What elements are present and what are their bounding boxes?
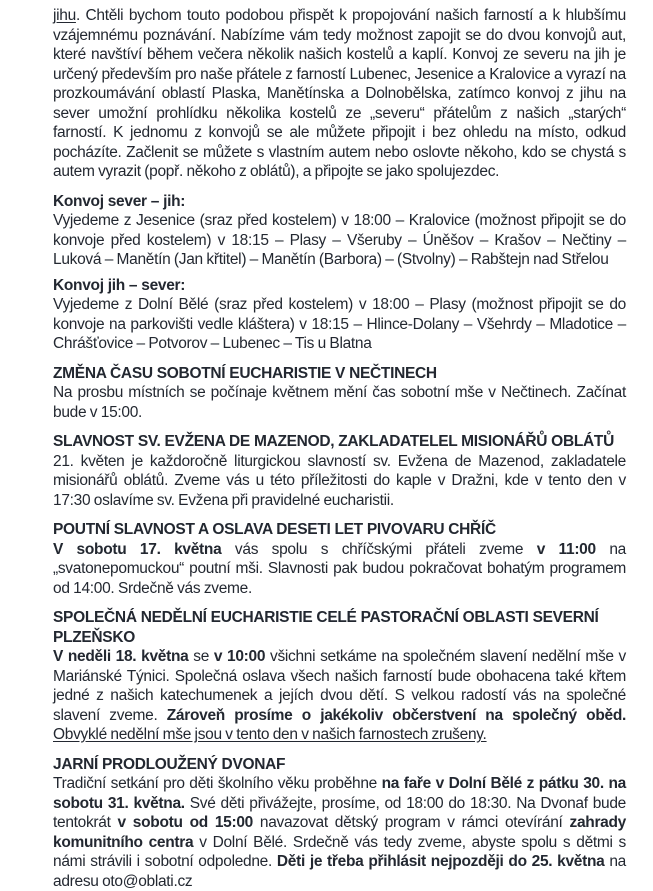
paragraph: [53, 211, 626, 270]
text-run: v 11:00: [537, 541, 596, 558]
poutni-slavnost-pivovar-chric-heading: POUTNÍ SLAVNOST A OSLAVA DESETI LET PIVOVARU CHŘÍČ: [53, 520, 626, 540]
paragraph: [53, 647, 626, 745]
text-run: navazovat dětský program v rámci otevírání: [253, 814, 570, 831]
text-run: všichni setkáme na společném slavení nedělní mše v Mariánské Týnici. Společná oslava všech našich farností bude obohacena také křtem jedné z našich katechumenek a jejích dvou dětí. S velkou radostí vás na společné slavení zveme.: [53, 648, 626, 724]
text-run: jihu: [53, 7, 76, 24]
text-run: vás spolu s chříčskými přáteli zveme: [221, 541, 536, 558]
text-run: Děti je třeba přihlásit nejpozději do 25. května: [277, 853, 605, 870]
zmena-casu-sobotni-eucharistie: [53, 364, 626, 423]
poutni-slavnost-pivovar-chric: [53, 520, 626, 598]
paragraph: [53, 383, 626, 422]
text-run: na faře v Dolní Bělé z pátku 30. na sobotu 31. května.: [53, 775, 626, 812]
spolecna-nedelni-eucharistie-heading: SPOLEČNÁ NEDĚLNÍ EUCHARISTIE CELÉ PASTORAČNÍ OBLASTI SEVERNÍ PLZEŇSKO: [53, 608, 626, 647]
zmena-casu-sobotni-eucharistie-heading: ZMĚNA ČASU SOBOTNÍ EUCHARISTIE V NEČTINECH: [53, 364, 626, 384]
paragraph: [53, 540, 626, 599]
text-run: Vyjedeme z Dolní Bělé (sraz před kostelem) v 18:00 – Plasy (možnost připojit se do konvoje na parkovišti vedle kláštera) v 18:15 – Hlince-Dolany – Všehrdy – Mladotice – Chrášťovice – Potvorov – Lubenec – Tis u Blatna: [53, 296, 626, 352]
text-run: v sobotu od 15:00: [118, 814, 253, 831]
text-run: Na prosbu místních se počínaje květnem mění čas sobotní mše v Nečtinech. Začínat bude v 15:00.: [53, 384, 626, 421]
konvoj-jih-sever: [53, 276, 626, 354]
text-run: Vyjedeme z Jesenice (sraz před kostelem) v 18:00 – Kralovice (možnost připojit se do konvoje před kostelem) v 18:15 – Plasy – Všeruby – Úněšov – Krašov – Nečtiny – Luková – Manětín (Jan křtitel) – Manětín (Barbora) – (Stvolny) – Rabštejn nad Střelou: [53, 212, 626, 268]
paragraph: [53, 774, 626, 891]
paragraph: [53, 6, 626, 182]
intro-continuation-paragraph: [53, 6, 626, 182]
text-run: Obvyklé nedělní mše jsou v tento den v našich farnostech zrušeny.: [53, 726, 487, 743]
text-run: zahrady komunitního centra: [53, 814, 626, 851]
text-run: Tradiční setkání pro děti školního věku proběhne: [53, 775, 382, 792]
spolecna-nedelni-eucharistie: [53, 608, 626, 745]
text-run: na adresu: [53, 853, 626, 890]
paragraph: [53, 295, 626, 354]
email-address: oto@oblati.cz: [102, 873, 192, 890]
text-run: V neděli 18. května: [53, 648, 188, 665]
text-run: se: [188, 648, 213, 665]
slavnost-sv-evzena-heading: SLAVNOST SV. EVŽENA DE MAZENOD, ZAKLADATELEL MISIONÁŘŮ OBLÁTŮ: [53, 432, 626, 452]
text-run: Své děti přivážejte, prosíme, od 18:00 do 18:30. Na Dvonaf bude tentokrát: [53, 795, 626, 832]
paragraph: [53, 452, 626, 511]
text-run: v 10:00: [214, 648, 265, 665]
text-run: V sobotu 17. května: [53, 541, 221, 558]
text-run: na „svatonepomuckou“ poutní mši. Slavnosti pak budou pokračovat bohatým programem od 14:00. Srdečně vás zveme.: [53, 541, 626, 597]
text-run: Zároveň prosíme o jakékoliv občerstvení na společný oběd.: [167, 707, 626, 724]
text-run: v Dolní Bělé. Srdečně vás tedy zveme, abyste spolu s dětmi s námi strávili i sobotní odpoledne.: [53, 834, 626, 871]
jarni-prodlouzeny-dvonaf-heading: JARNÍ PRODLOUŽENÝ DVONAF: [53, 755, 626, 775]
konvoj-sever-jih-heading: Konvoj sever – jih:: [53, 192, 626, 212]
slavnost-sv-evzena: [53, 432, 626, 510]
konvoj-sever-jih: [53, 192, 626, 270]
text-run: 21. květen je každoročně liturgickou slavností sv. Evžena de Mazenod, zakladatele misionářů oblátů. Zveme vás u této příležitosti do kaple v Dražni, kde v tento den v 17:30 oslavíme sv. Evžena při pravidelné eucharistii.: [53, 453, 626, 509]
konvoj-jih-sever-heading: Konvoj jih – sever:: [53, 276, 626, 296]
text-run: . Chtěli bychom touto podobou přispět k propojování našich farností a k hlubšímu vzájemnému poznávání. Nabízíme vám tedy možnost zapojit se do dvou konvojů aut, které navštíví během večera několik našich kostelů a kaplí. Konvoj ze severu na jih je určený především pro naše přátele z farností Lubenec, Jesenice a Kralovice a vyrazí na prozkoumávání oblastí Plaska, Manětínska a Dolnobělska, zatímco konvoj z jihu na sever umožní prohlídku několika kostelů ze „severu“ přátelům z našich „starých“ farností. K jednomu z konvojů se ale můžete připojit i bez ohledu na místo, odkud pocházíte. Začlenit se můžete s vlastním autem nebo oslovte někoho, kdo se chystá s autem vyrazit (popř. někoho z oblátů), a připojte se jako spolujezdec.: [53, 7, 626, 180]
jarni-prodlouzeny-dvonaf: [53, 755, 626, 891]
